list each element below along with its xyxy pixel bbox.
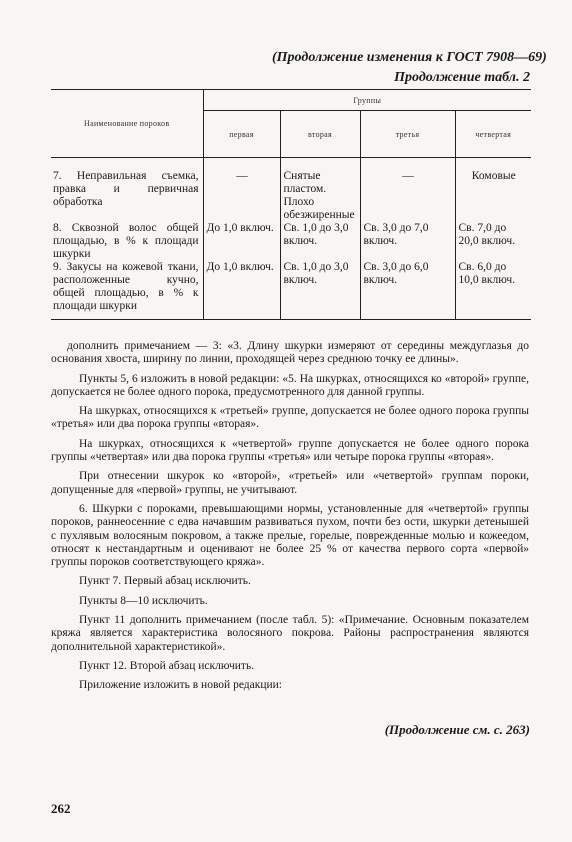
defect-name: 7. Неправильная съемка, правка и первичная обработка bbox=[53, 170, 199, 208]
paragraph: дополнить примечанием — 3: «3. Длину шкурки измеряют от середины междуглазья до основания хвоста, ширину по линии, проходящей через среднюю точку ее длины». bbox=[51, 340, 529, 366]
body-text bbox=[51, 340, 529, 699]
defects-table bbox=[51, 89, 531, 320]
table-cell: Комовые bbox=[455, 170, 531, 222]
table-cell: Св. 1,0 до 3,0 включ. bbox=[280, 261, 360, 319]
table-cell: Св. 6,0 до 10,0 включ. bbox=[455, 261, 531, 319]
paragraph: Пункт 11 дополнить примечанием (после табл. 5): «Примечание. Основным показателем кряжа является характеристика волосяного покрова. Районы распространения являются дополнительной характеристикой». bbox=[51, 614, 529, 653]
table-row bbox=[51, 170, 531, 222]
table-cell: Св. 3,0 до 6,0 включ. bbox=[360, 261, 455, 319]
paragraph: При отнесении шкурок ко «второй», «третьей» или «четвертой» группам пороки, допущенные для «первой» группы, не учитывают. bbox=[51, 470, 529, 496]
paragraph: На шкурках, относящихся к «третьей» группе, допускается не более одного порока группы «третья» или два порока группы «вторая». bbox=[51, 405, 529, 431]
paragraph: 6. Шкурки с пороками, превышающими нормы, установленные для «четвертой» группы пороков, раннеосенние с едва начавшим развиваться пухом, почти без ости, шкурки детенышей с пухлявым волосяным покровом, а также прелые, горелые, поврежденные молью и кожеедом, относят к нестандартным и оценивают не более 25 % от качества первого сорта «первой» группы пороков соответствующего кряжа». bbox=[51, 502, 529, 569]
table-row bbox=[51, 261, 531, 319]
table-cell: До 1,0 включ. bbox=[203, 261, 280, 319]
paragraph: Пункт 7. Первый абзац исключить. bbox=[79, 575, 251, 588]
table-cell: — bbox=[360, 170, 455, 222]
continuation-header: (Продолжение изменения к ГОСТ 7908—69) bbox=[272, 50, 547, 65]
table-cell: Св. 3,0 до 7,0 включ. bbox=[360, 222, 455, 261]
paragraph: Приложение изложить в новой редакции: bbox=[79, 679, 282, 692]
paragraph: Пункты 5, 6 изложить в новой редакции: «5. На шкурках, относящихся ко «второй» группе, допускается не более одного порока, предусмотренного для данной группы. bbox=[51, 372, 529, 398]
column-header-group-4: четвертая bbox=[455, 111, 531, 158]
table-continuation-header: Продолжение табл. 2 bbox=[394, 70, 530, 85]
column-header-group-3: третья bbox=[360, 111, 455, 158]
paragraph: На шкурках, относящихся к «четвертой» группе допускается не более одного порока группы «четвертая» или два порока группы «третья» или четыре порока группы «вторая». bbox=[51, 437, 529, 464]
column-header-group-2: вторая bbox=[280, 111, 360, 158]
table-cell: До 1,0 включ. bbox=[203, 222, 280, 261]
table-cell: Св. 1,0 до 3,0 включ. bbox=[280, 222, 360, 261]
table-row bbox=[51, 222, 531, 261]
column-header-group-1: первая bbox=[203, 111, 280, 158]
page-number: 262 bbox=[51, 801, 71, 816]
paragraph: Пункт 12. Второй абзац исключить. bbox=[79, 659, 255, 672]
table-cell: — bbox=[203, 170, 280, 222]
column-header-groups: Группы bbox=[203, 90, 531, 111]
column-header-name: Наименование пороков bbox=[51, 90, 203, 158]
defect-name: 9. Закусы на кожевой ткани, расположенные кучно, общей площадью, в % к площади шкурки bbox=[53, 261, 199, 312]
table-cell: Св. 7,0 до 20,0 включ. bbox=[455, 222, 531, 261]
continuation-note: (Продолжение см. с. 263) bbox=[384, 722, 530, 737]
table-cell: Снятые пластом. Плохо обезжиренные bbox=[280, 170, 360, 222]
paragraph: Пункты 8—10 исключить. bbox=[79, 594, 208, 607]
defect-name: 8. Сквозной волос общей площадью, в % к площади шкурки bbox=[53, 222, 199, 260]
